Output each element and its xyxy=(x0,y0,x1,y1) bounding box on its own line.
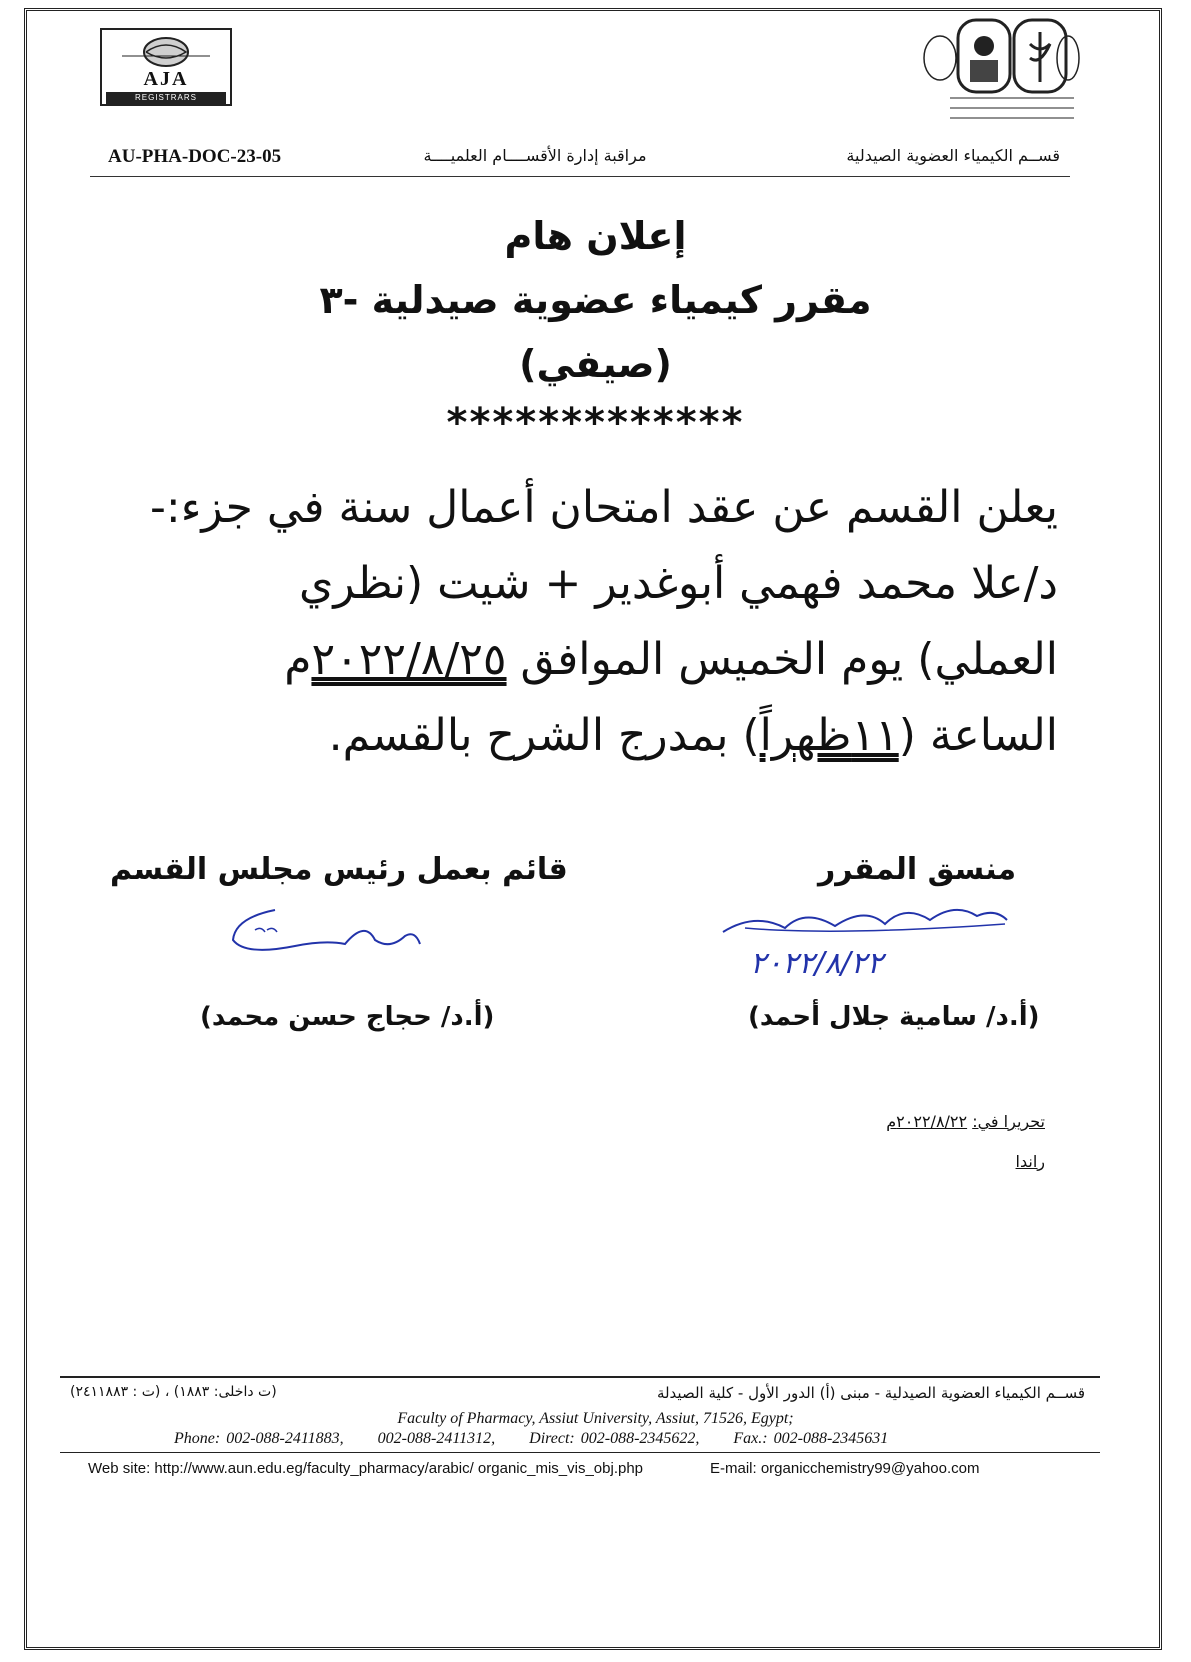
website-link[interactable]: Web site: http://www.aun.edu.eg/faculty_pharmacy/arabic/ organic_mis_vis_obj.php xyxy=(88,1460,644,1477)
phone-2: 002-088-2411312, xyxy=(377,1430,496,1447)
acting-head-signature xyxy=(215,900,425,980)
term-label: (صيفي) xyxy=(519,342,672,386)
header-divider xyxy=(90,176,1070,177)
document-header xyxy=(100,142,1060,170)
stars-divider: ************* xyxy=(446,400,745,446)
footer-divider-top xyxy=(60,1376,1100,1378)
monitoring-office: مراقبة إدارة الأقســــام العلميــــة xyxy=(423,146,647,165)
aja-registrars-logo xyxy=(100,28,232,106)
footer-address: قســم الكيمياء العضوية الصيدلية - مبنى (أ) الدور الأول - كلية الصيدلة xyxy=(656,1384,1085,1402)
course-name: مقرر كيمياء عضوية صيدلية -٣ xyxy=(319,278,872,322)
coordinator-title: منسق المقرر xyxy=(818,852,1017,887)
written-label: تحريرا في: xyxy=(972,1112,1045,1131)
footer-divider-mid xyxy=(60,1452,1100,1453)
phone-direct: Direct: 002-088-2345622, xyxy=(529,1430,700,1447)
body-line-1: يعلن القسم عن عقد امتحان أعمال سنة في جزء:- xyxy=(150,482,1058,533)
body-line-4-start: الساعة ( xyxy=(898,710,1058,761)
body-line-3-end: م xyxy=(284,634,312,685)
globe-icon xyxy=(102,30,230,70)
exam-time: ١١ظهراً xyxy=(759,710,899,761)
coordinator-handwritten-date: ٢٠٢٢/٨/٢٢ xyxy=(750,946,884,981)
footer-phones xyxy=(174,1430,916,1448)
logo-subtext: REGISTRARS xyxy=(106,92,226,104)
body-line-4 xyxy=(88,698,1058,774)
announcement-title: إعلان هام xyxy=(504,214,687,258)
document-code: AU-PHA-DOC-23-05 xyxy=(108,146,282,167)
footer-faculty: Faculty of Pharmacy, Assiut University, Assiut, 71526, Egypt; xyxy=(397,1410,794,1427)
written-date: ٢٠٢٢/٨/٢٢م xyxy=(886,1112,968,1131)
logo-text: AJA xyxy=(143,68,189,90)
announcement-body xyxy=(88,470,1058,774)
exam-date: ٢٠٢٢/٨/٢٥ xyxy=(311,634,507,685)
phone-1: Phone: 002-088-2411883, xyxy=(174,1430,344,1447)
body-line-4-end: ) بمدرج الشرح بالقسم. xyxy=(328,710,760,761)
university-faculty-logos xyxy=(920,18,1080,128)
email-link[interactable]: E-mail: organicchemistry99@yahoo.com xyxy=(710,1460,980,1477)
typist-name: راندا xyxy=(1015,1152,1045,1171)
body-line-3 xyxy=(88,622,1058,698)
department-name: قســم الكيمياء العضوية الصيدلية xyxy=(846,146,1060,165)
coordinator-name: (أ.د/ سامية جلال أحمد) xyxy=(748,1002,1040,1032)
body-line-3-start: العملي) يوم الخميس الموافق xyxy=(506,634,1058,685)
written-on xyxy=(886,1112,1045,1131)
body-line-2: د/علا محمد فهمي أبوغدير + شيت (نظري xyxy=(298,558,1058,609)
acting-head-name: (أ.د/ حجاج حسن محمد) xyxy=(200,1002,495,1032)
acting-head-title: قائم بعمل رئيس مجلس القسم xyxy=(110,852,568,887)
footer-telephone: (ت داخلى: ١٨٨٣) ، (ت : ٢٤١١٨٨٣) xyxy=(70,1384,277,1400)
fax-number: Fax.: 002-088-2345631 xyxy=(733,1430,889,1447)
